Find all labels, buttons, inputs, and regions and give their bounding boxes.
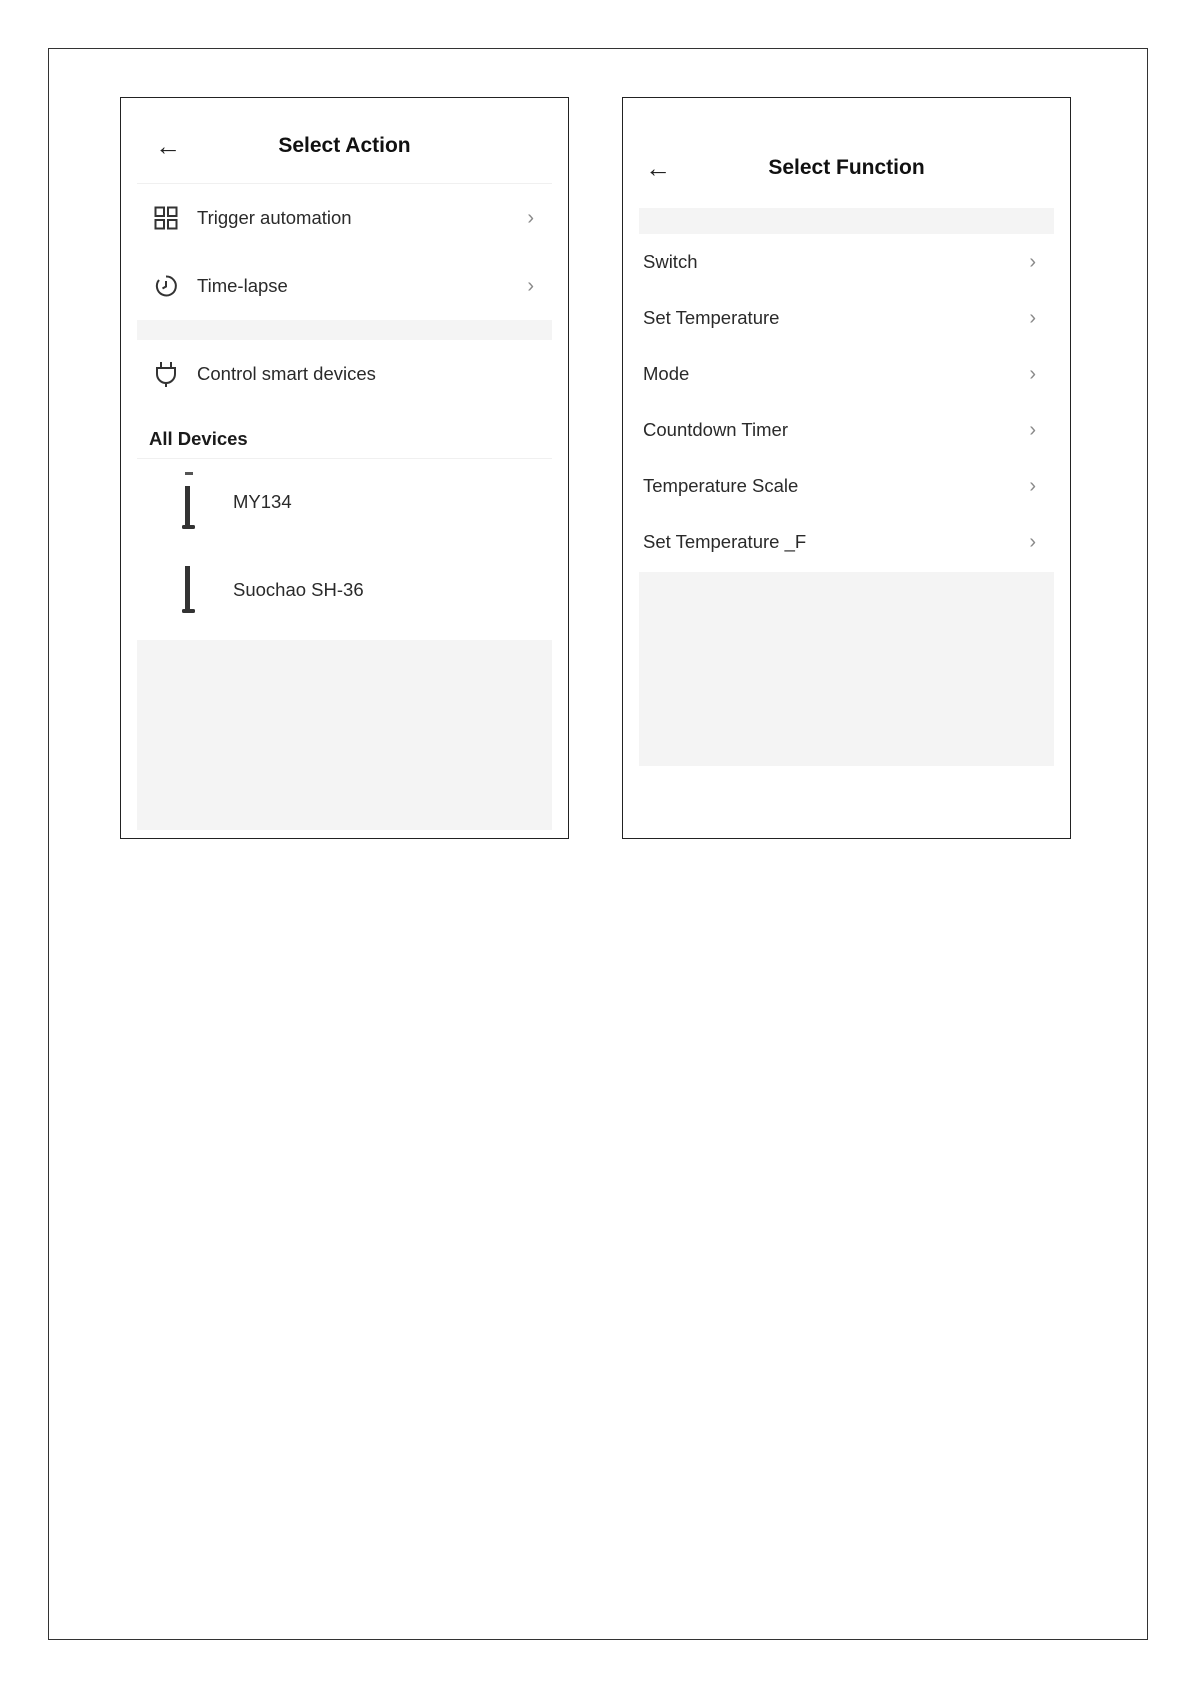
- chevron-right-icon: ›: [1029, 530, 1036, 553]
- device-name: MY134: [233, 491, 292, 512]
- chevron-right-icon: ›: [1029, 474, 1036, 497]
- time-lapse-item[interactable]: [137, 256, 552, 316]
- device-item-my134[interactable]: [137, 466, 552, 538]
- divider: [137, 183, 552, 184]
- section-separator: [639, 208, 1054, 234]
- empty-area: [639, 572, 1054, 766]
- divider: [137, 458, 552, 459]
- chevron-right-icon: ›: [1029, 362, 1036, 385]
- grid-icon: [151, 206, 181, 230]
- function-label: Temperature Scale: [643, 475, 799, 496]
- tower-heater-icon: [173, 560, 203, 620]
- chevron-right-icon: ›: [527, 274, 534, 297]
- chevron-right-icon: ›: [1029, 306, 1036, 329]
- function-label: Set Temperature: [643, 307, 780, 328]
- clock-icon: [151, 274, 181, 298]
- time-lapse-label: Time-lapse: [197, 275, 288, 296]
- empty-area: [137, 640, 552, 830]
- function-item-mode[interactable]: [639, 346, 1054, 402]
- plug-icon: [151, 360, 181, 388]
- select-action-screen: [120, 97, 569, 839]
- tower-heater-icon: [173, 472, 203, 532]
- function-item-set-temperature-f[interactable]: [639, 514, 1054, 570]
- function-label: Mode: [643, 363, 690, 384]
- page-title: Select Action: [278, 134, 411, 157]
- function-label: Set Temperature _F: [643, 531, 807, 552]
- function-item-temperature-scale[interactable]: [639, 458, 1054, 514]
- back-arrow-icon[interactable]: ←: [645, 152, 671, 183]
- all-devices-heading: All Devices: [149, 428, 248, 449]
- page-title: Select Function: [768, 156, 925, 179]
- control-smart-devices-item[interactable]: [137, 344, 552, 404]
- function-item-switch[interactable]: [639, 234, 1054, 290]
- select-function-screen: [622, 97, 1071, 839]
- header: [623, 150, 1070, 186]
- trigger-automation-item[interactable]: [137, 188, 552, 248]
- chevron-right-icon: ›: [1029, 418, 1036, 441]
- trigger-automation-label: Trigger automation: [197, 207, 352, 228]
- function-item-countdown-timer[interactable]: [639, 402, 1054, 458]
- control-smart-devices-label: Control smart devices: [197, 363, 376, 384]
- function-label: Switch: [643, 251, 698, 272]
- function-label: Countdown Timer: [643, 419, 788, 440]
- section-separator: [137, 320, 552, 340]
- device-item-suochao-sh-36[interactable]: [137, 554, 552, 626]
- function-item-set-temperature[interactable]: [639, 290, 1054, 346]
- back-arrow-icon[interactable]: ←: [155, 130, 181, 161]
- chevron-right-icon: ›: [527, 206, 534, 229]
- chevron-right-icon: ›: [1029, 250, 1036, 273]
- header: [121, 128, 568, 164]
- device-name: Suochao SH-36: [233, 579, 364, 600]
